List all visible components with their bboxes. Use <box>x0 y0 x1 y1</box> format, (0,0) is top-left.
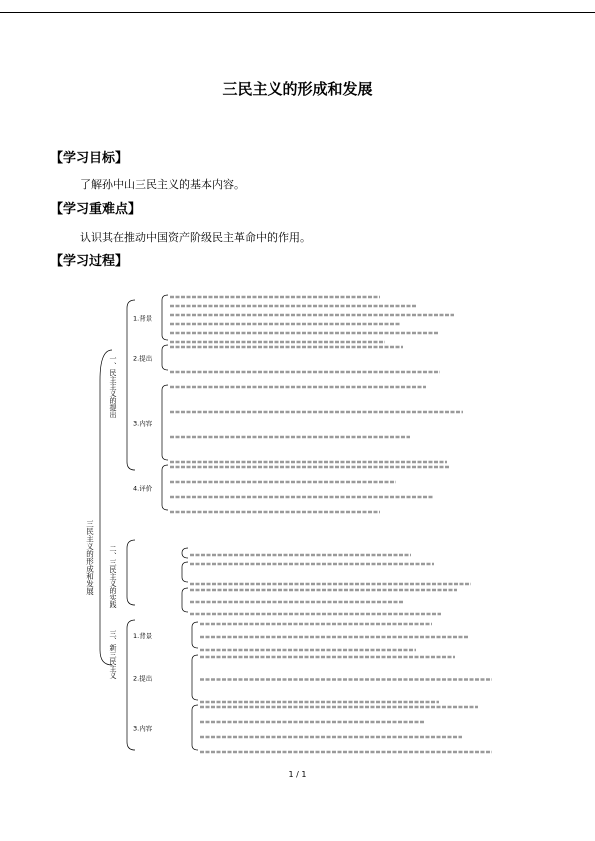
diagram-sub-label: 2.提出 <box>133 674 153 683</box>
diagram-branch-bracket <box>127 300 135 470</box>
diagram-sub-bracket <box>192 655 198 700</box>
page-title: 三民主义的形成和发展 <box>222 80 373 98</box>
diagram-branch-label: 一、民主主义的提出 <box>109 355 117 418</box>
section-heading-keypoints: 【学习重难点】 <box>50 202 142 217</box>
diagram-sub-bracket <box>182 548 188 558</box>
diagram-sub-bracket <box>162 385 168 460</box>
section-heading-goals: 【学习目标】 <box>50 151 129 166</box>
page-number: 1 / 1 <box>288 770 307 779</box>
diagram-branch-bracket <box>127 540 135 605</box>
section-heading-process: 【学习过程】 <box>50 254 129 269</box>
diagram-sub-bracket <box>162 345 168 370</box>
diagram-sub-label: 3.内容 <box>133 724 153 733</box>
diagram-branch-label: 二、三民主义的实践 <box>109 545 117 608</box>
diagram-sub-label: 4.评价 <box>133 484 153 493</box>
diagram-sub-bracket <box>182 562 188 582</box>
diagram-sub-bracket <box>182 588 188 612</box>
section-text-goals: 了解孙中山三民主义的基本内容。 <box>80 178 245 191</box>
section-text-keypoints: 认识其在推动中国资产阶级民主革命中的作用。 <box>80 231 311 244</box>
diagram-sub-bracket <box>162 295 168 340</box>
diagram-sub-bracket <box>192 705 198 750</box>
diagram-sub-label: 1.背景 <box>133 632 153 640</box>
diagram-sub-label: 3.内容 <box>133 419 153 428</box>
diagram-root-label: 三民主义的形成和发展 <box>85 520 95 595</box>
diagram-sub-bracket <box>162 465 168 510</box>
diagram-sub-label: 2.提出 <box>133 354 153 363</box>
diagram-sub-bracket <box>192 622 198 648</box>
diagram-branch-label: 三、新三民主义 <box>109 630 117 679</box>
diagram-sub-label: 1.背景 <box>133 314 153 323</box>
